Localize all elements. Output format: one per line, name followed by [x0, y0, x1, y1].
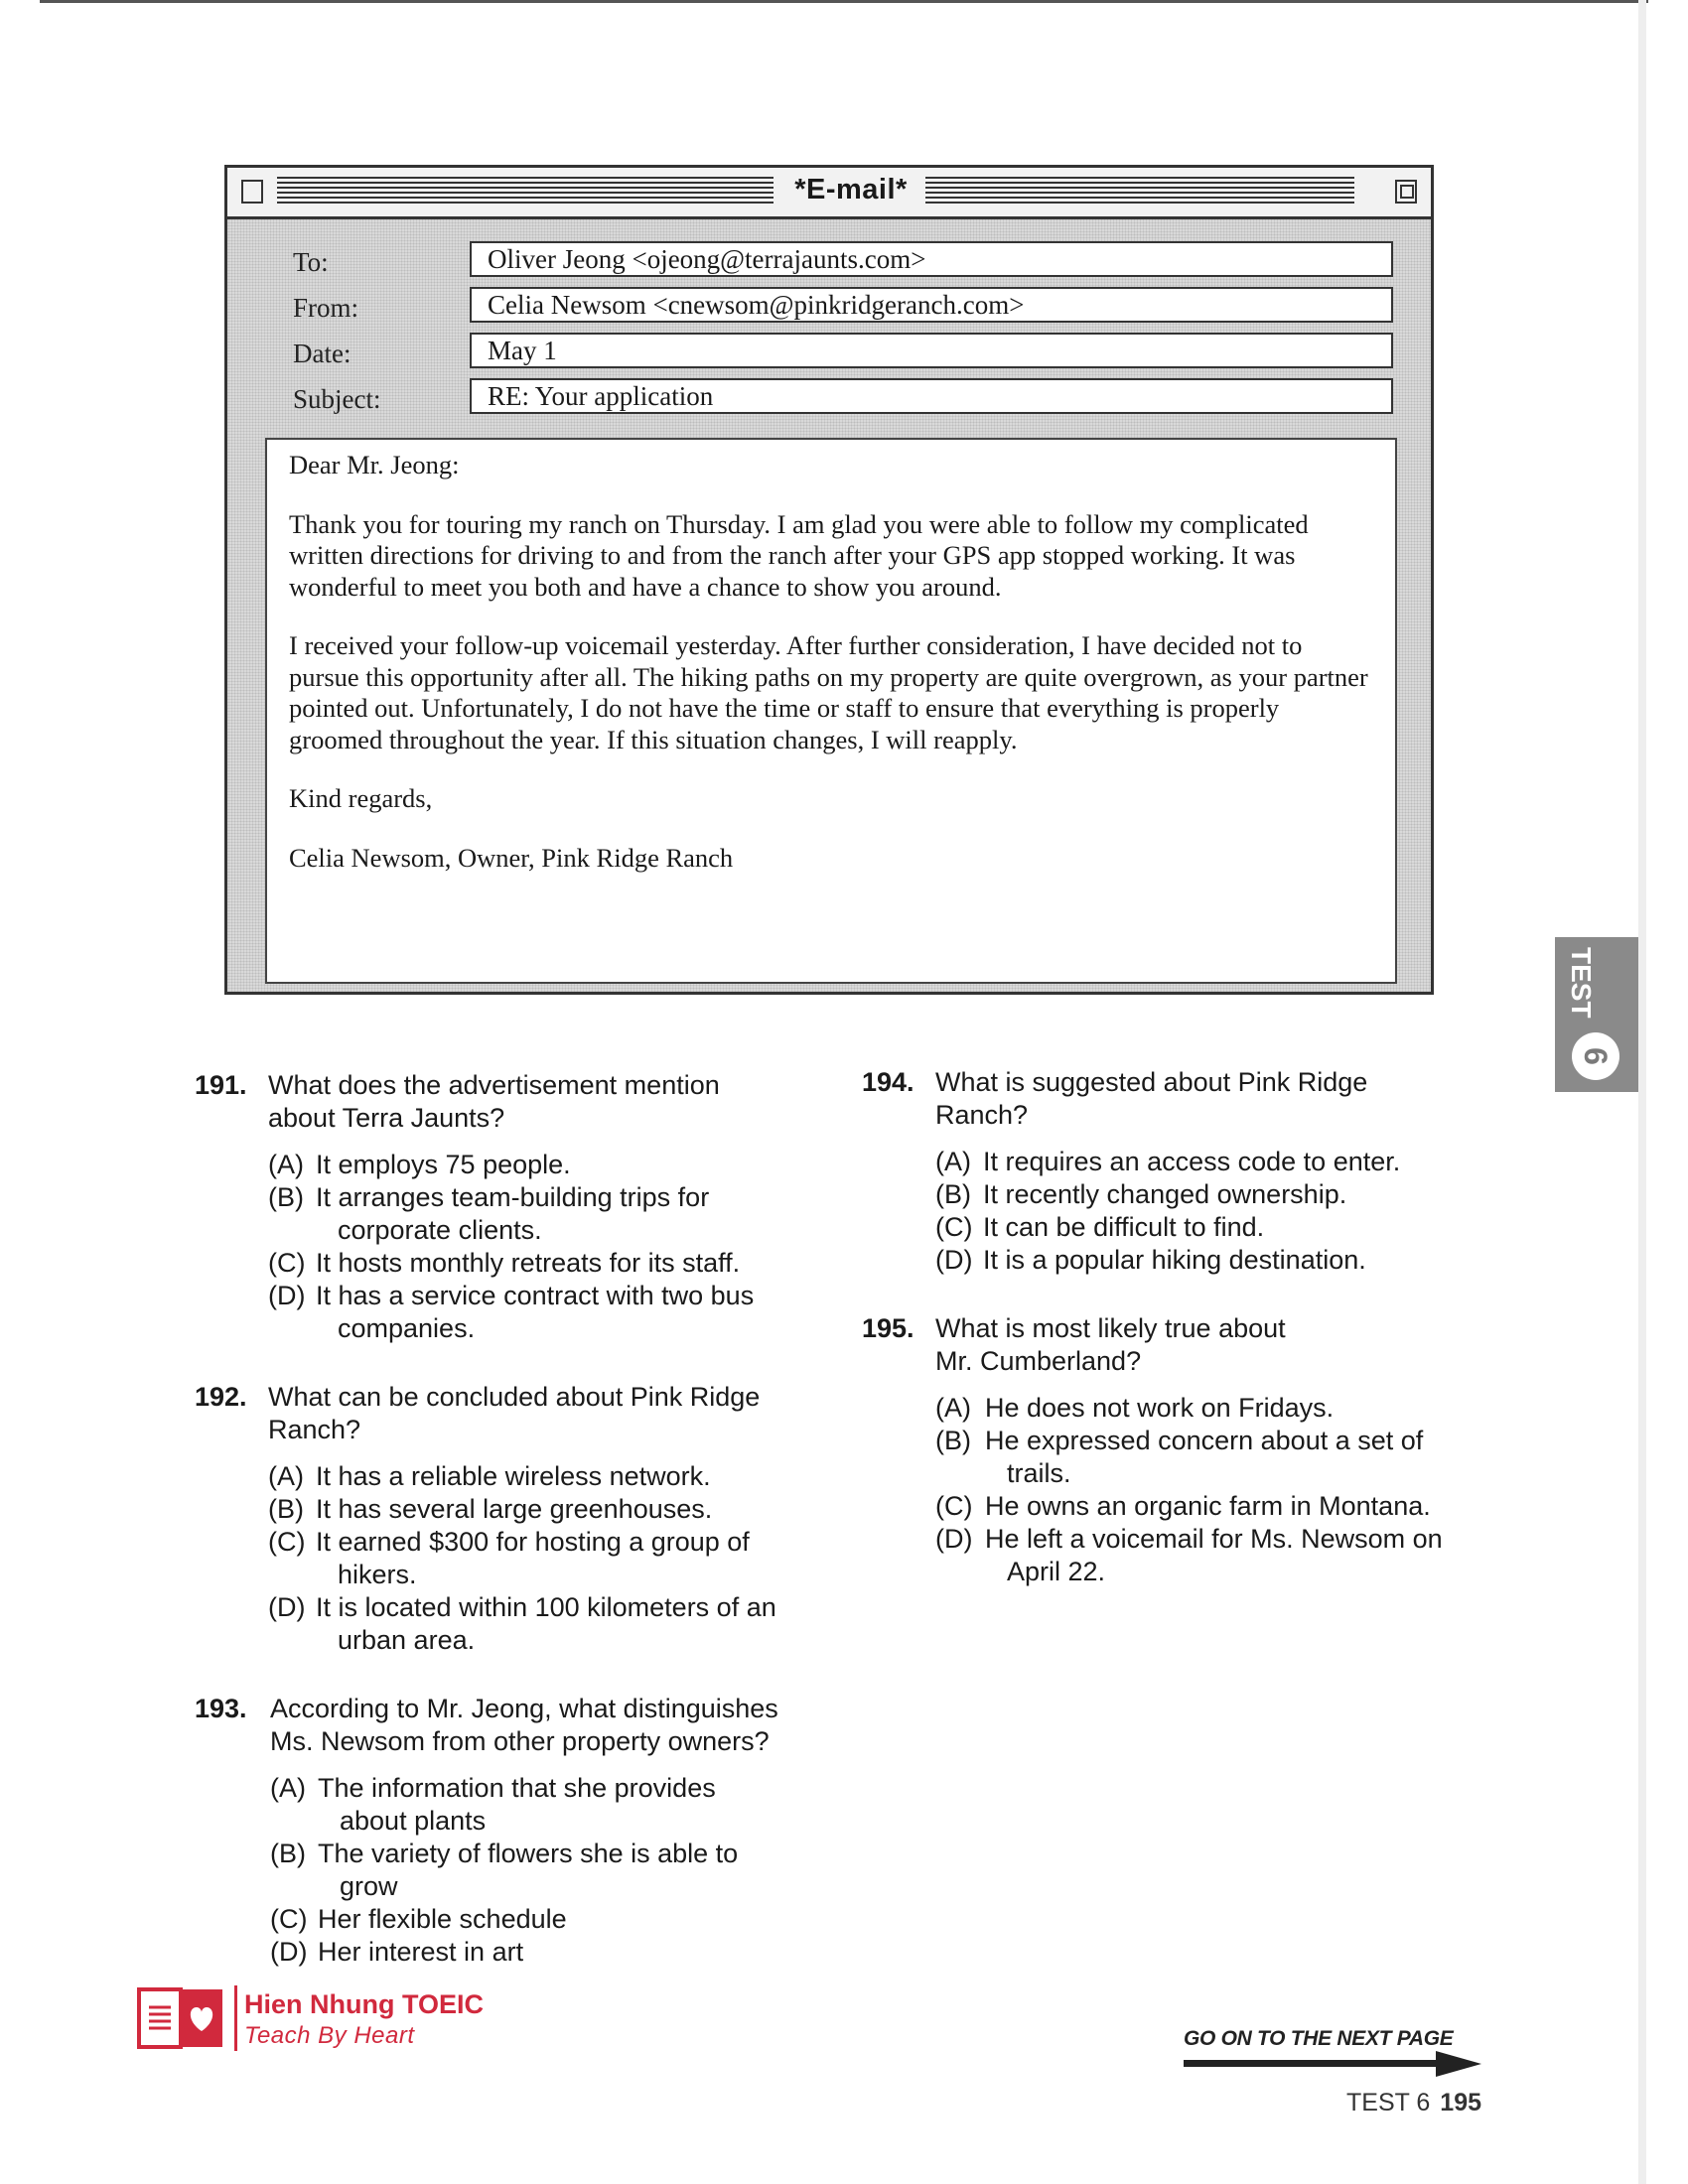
email-closing: Kind regards, [289, 783, 433, 813]
option-text [316, 1247, 832, 1280]
question-line: What does the advertisement mention [268, 1070, 720, 1100]
option-line: It recently changed ownership. [983, 1179, 1347, 1209]
option-letter: (C) [935, 1212, 973, 1242]
question-text [268, 1069, 824, 1135]
book-heart-icon [135, 1983, 226, 2053]
email-window [224, 165, 1434, 995]
from-label: From: [293, 293, 359, 323]
option-letter: (B) [268, 1494, 304, 1524]
option-line: It is located within 100 kilometers of an [316, 1592, 776, 1622]
option-text [316, 1591, 852, 1657]
option-text [983, 1146, 1519, 1178]
option-letter: (A) [935, 1147, 971, 1176]
side-tab-label: TEST [1566, 947, 1597, 1019]
question-line: about Terra Jaunts? [268, 1103, 505, 1133]
option-line: Her interest in art [318, 1937, 524, 1967]
email-signature: Celia Newsom, Owner, Pink Ridge Ranch [289, 842, 734, 873]
question-line: What can be concluded about Pink Ridge [268, 1382, 761, 1412]
option-line: It hosts monthly retreats for its staff. [316, 1248, 741, 1278]
subject-field: RE: Your application [470, 378, 1393, 414]
option-line: It requires an access code to enter. [983, 1147, 1401, 1176]
email-title-bar [227, 168, 1431, 219]
option-text [983, 1211, 1519, 1244]
option-text [985, 1490, 1521, 1523]
subject-label: Subject: [293, 384, 381, 414]
option-letter: (A) [270, 1773, 306, 1803]
option-line: It has a reliable wireless network. [316, 1461, 711, 1491]
question-number: 191. [195, 1070, 247, 1100]
option-line: He expressed concern about a set of [985, 1426, 1424, 1455]
option-text [316, 1493, 852, 1526]
option-letter: (B) [268, 1182, 304, 1212]
option-line: It has a service contract with two bus [316, 1281, 755, 1310]
test-side-tab [1555, 937, 1638, 1092]
option-text [983, 1178, 1519, 1211]
option-line: about plants [340, 1806, 487, 1836]
question-line: Ranch? [268, 1415, 361, 1444]
option-line: trails. [1007, 1458, 1071, 1488]
option-line: grow [340, 1871, 398, 1901]
option-text [316, 1526, 852, 1591]
email-body [265, 438, 1397, 984]
option-line: It arranges team-building trips for [316, 1182, 710, 1212]
option-text [318, 1903, 834, 1936]
title-stripes-left [277, 177, 774, 205]
option-line: It employs 75 people. [316, 1150, 571, 1179]
page-footer [1346, 2089, 1481, 2117]
logo-divider [234, 1985, 237, 2051]
option-line: urban area. [338, 1625, 476, 1655]
option-text [316, 1280, 832, 1345]
option-letter: (D) [935, 1524, 973, 1554]
option-letter: (D) [935, 1245, 973, 1275]
option-letter: (B) [270, 1839, 306, 1868]
question-number: 195. [862, 1313, 914, 1343]
question-line: Ms. Newsom from other property owners? [270, 1726, 770, 1756]
option-line: He owns an organic farm in Montana. [985, 1491, 1431, 1521]
email-greeting: Dear Mr. Jeong: [289, 450, 460, 479]
option-letter: (B) [935, 1426, 971, 1455]
option-line: The information that she provides [318, 1773, 716, 1803]
option-line: corporate clients. [338, 1215, 542, 1245]
from-field: Celia Newsom <cnewsom@pinkridgeranch.com> [470, 287, 1393, 323]
next-page-label: GO ON TO THE NEXT PAGE [1184, 2027, 1454, 2050]
side-tab-number: 6 [1572, 1032, 1619, 1080]
option-text [318, 1838, 834, 1903]
option-letter: (C) [268, 1527, 306, 1557]
option-letter: (B) [935, 1179, 971, 1209]
option-text [316, 1460, 852, 1493]
option-line: It can be difficult to find. [983, 1212, 1265, 1242]
option-letter: (C) [935, 1491, 973, 1521]
email-title: *E-mail* [783, 174, 918, 206]
question-number: 193. [195, 1694, 247, 1723]
option-line: Her flexible schedule [318, 1904, 567, 1934]
option-letter: (A) [268, 1150, 304, 1179]
date-field: May 1 [470, 333, 1393, 368]
option-letter: (D) [268, 1281, 306, 1310]
to-label: To: [293, 247, 329, 277]
option-line: He left a voicemail for Ms. Newsom on [985, 1524, 1443, 1554]
option-line: It has several large greenhouses. [316, 1494, 713, 1524]
logo-tagline: Teach By Heart [244, 2022, 415, 2049]
question-text [268, 1381, 824, 1446]
window-close-icon [241, 180, 263, 204]
window-resize-icon [1395, 180, 1417, 204]
question-line: According to Mr. Jeong, what distinguishes [270, 1694, 778, 1723]
page-number: 195 [1440, 2089, 1482, 2116]
question-line: Mr. Cumberland? [935, 1346, 1142, 1376]
option-text [985, 1523, 1521, 1588]
question-line: What is most likely true about [935, 1313, 1286, 1343]
question-number: 194. [862, 1067, 914, 1097]
option-text [316, 1181, 832, 1247]
option-text [318, 1936, 834, 1969]
option-line: April 22. [1007, 1557, 1106, 1586]
option-letter: (C) [268, 1248, 306, 1278]
option-text [318, 1772, 834, 1838]
option-letter: (A) [268, 1461, 304, 1491]
logo-name: Hien Nhung TOEIC [244, 1989, 484, 2019]
option-line: hikers. [338, 1560, 417, 1589]
question-line: What is suggested about Pink Ridge [935, 1067, 1368, 1097]
option-text [316, 1149, 832, 1181]
page-edge [1638, 0, 1646, 2184]
right-arrow-icon [1184, 2049, 1481, 2079]
option-line: It earned $300 for hosting a group of [316, 1527, 750, 1557]
test-label: TEST 6 [1346, 2089, 1431, 2116]
option-letter: (C) [270, 1904, 308, 1934]
option-text [985, 1425, 1521, 1490]
question-text [935, 1066, 1491, 1132]
option-line: The variety of flowers she is able to [318, 1839, 739, 1868]
option-text [983, 1244, 1519, 1277]
question-number: 192. [195, 1382, 247, 1412]
option-letter: (D) [268, 1592, 306, 1622]
option-line: It is a popular hiking destination. [983, 1245, 1366, 1275]
question-text [270, 1693, 846, 1758]
option-line: companies. [338, 1313, 476, 1343]
top-border [40, 0, 1648, 3]
email-paragraph-1: Thank you for touring my ranch on Thursday. I am glad you were able to follow my complicated written directions for driving to and from the ranch after your GPS app stopped working. It was wonderful to meet you both and have a chance to show you around. [289, 508, 1309, 602]
option-text [985, 1392, 1521, 1425]
option-line: He does not work on Fridays. [985, 1393, 1335, 1423]
question-text [935, 1312, 1491, 1378]
question-line: Ranch? [935, 1100, 1029, 1130]
email-paragraph-2: I received your follow-up voicemail yesterday. After further consideration, I have decided not to pursue this opportunity after all. The hiking paths on my property are quite overgrown, as your partner pointed out. Unfortunately, I do not have the time or staff to ensure that everything is properly groomed throughout the year. If this situation changes, I will reapply. [289, 630, 1368, 754]
title-stripes-right [925, 177, 1354, 205]
date-label: Date: [293, 339, 352, 368]
option-letter: (D) [270, 1937, 308, 1967]
to-field: Oliver Jeong <ojeong@terrajaunts.com> [470, 241, 1393, 277]
option-letter: (A) [935, 1393, 971, 1423]
